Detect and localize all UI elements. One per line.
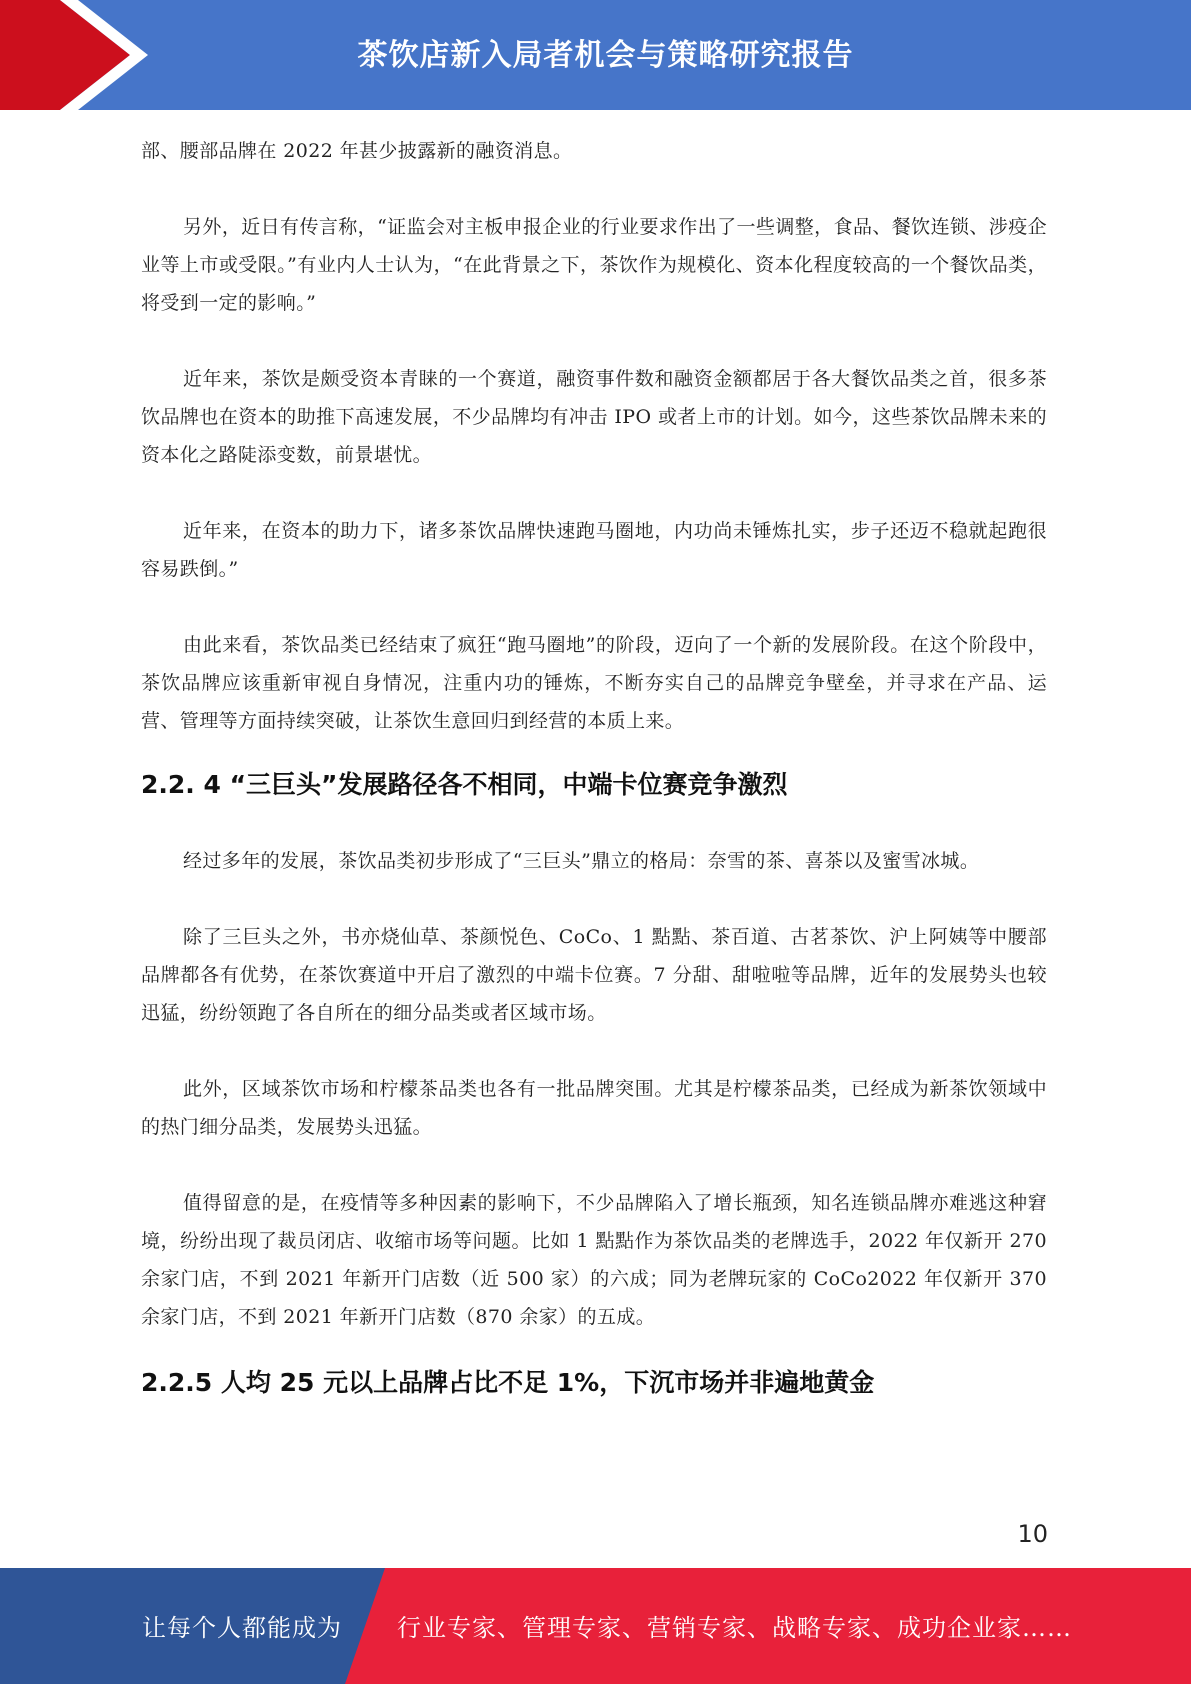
page-body [141,132,1047,1440]
section-heading-2-2-5: 2.2.5 人均 25 元以上品牌占比不足 1%，下沉市场并非遍地黄金 [141,1368,875,1397]
paragraph-4: 近年来，在资本的助力下，诸多茶饮品牌快速跑马圈地，内功尚未锤炼扎实，步子还迈不稳就起跑很容易跌倒。” [141,520,1047,580]
paragraph-6: 经过多年的发展，茶饮品类初步形成了“三巨头”鼎立的格局：奈雪的茶、喜茶以及蜜雪冰城。 [183,850,980,872]
page-number: 10 [1017,1520,1048,1548]
section-heading-2-2-4: 2.2. 4 “三巨头”发展路径各不相同，中端卡位赛竞争激烈 [141,770,788,799]
paragraph-8: 此外，区域茶饮市场和柠檬茶品类也各有一批品牌突围。尤其是柠檬茶品类，已经成为新茶饮领域中的热门细分品类，发展势头迅猛。 [141,1078,1047,1138]
footer-slogan-left: 让每个人都能成为 [142,1614,342,1642]
paragraph-2: 另外，近日有传言称，“证监会对主板申报企业的行业要求作出了一些调整，食品、餐饮连锁、涉疫企业等上市或受限。”有业内人士认为，“在此背景之下，茶饮作为规模化、资本化程度较高的一个餐饮品类，将受到一定的影响。” [141,216,1047,314]
paragraph-1: 部、腰部品牌在 2022 年甚少披露新的融资消息。 [141,140,573,162]
paragraph-5: 由此来看，茶饮品类已经结束了疯狂“跑马圈地”的阶段，迈向了一个新的发展阶段。在这个阶段中，茶饮品牌应该重新审视自身情况，注重内功的锤炼，不断夯实自己的品牌竞争壁垒，并寻求在产品、运营、管理等方面持续突破，让茶饮生意回归到经营的本质上来。 [141,634,1047,732]
report-title: 茶饮店新入局者机会与策略研究报告 [357,38,854,73]
paragraph-7: 除了三巨头之外，书亦烧仙草、茶颜悦色、CoCo、1 點點、茶百道、古茗茶饮、沪上阿姨等中腰部品牌都各有优势，在茶饮赛道中开启了激烈的中端卡位赛。7 分甜、甜啦啦等品牌，近年的发展势头也较迅猛，纷纷领跑了各自所在的细分品类或者区域市场。 [141,926,1047,1024]
paragraph-9: 值得留意的是，在疫情等多种因素的影响下，不少品牌陷入了增长瓶颈，知名连锁品牌亦难逃这种窘境，纷纷出现了裁员闭店、收缩市场等问题。比如 1 點點作为茶饮品类的老牌选手，2022 年仅新开 270 余家门店，不到 2021 年新开门店数（近 500 家）的六成；同为老牌玩家的 CoCo2022 年仅新开 370 余家门店，不到 2021 年新开门店数（870 余家）的五成。 [141,1192,1047,1328]
page-header [0,0,1191,110]
page-footer [0,1568,1191,1684]
footer-slogan-right: 行业专家、管理专家、营销专家、战略专家、成功企业家…… [397,1614,1072,1642]
paragraph-3: 近年来，茶饮是颇受资本青睐的一个赛道，融资事件数和融资金额都居于各大餐饮品类之首，很多茶饮品牌也在资本的助推下高速发展，不少品牌均有冲击 IPO 或者上市的计划。如今，这些茶饮品牌未来的资本化之路陡添变数，前景堪忧。 [141,368,1047,466]
